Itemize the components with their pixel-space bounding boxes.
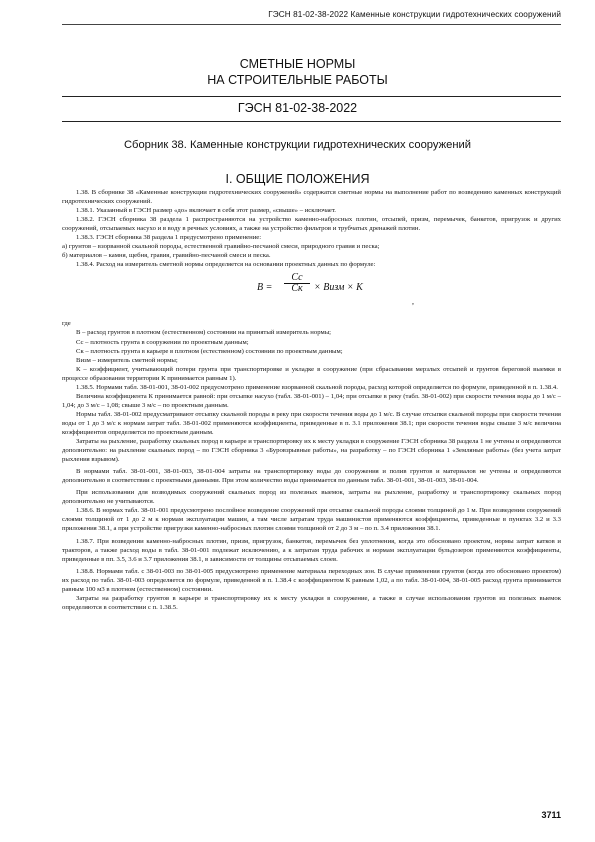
section-heading: I. ОБЩИЕ ПОЛОЖЕНИЯ xyxy=(225,172,370,186)
paragraph: 1.38. В сборнике 38 «Каменные конструкции гидротехнических сооружений» содержатся сметные нормы на выполнение работ по возведению каменных конструкций гидротехнических сооружений. xyxy=(62,189,561,206)
formula-fraction xyxy=(284,273,310,293)
formula-denominator: Ск xyxy=(291,283,303,295)
running-head: ГЭСН 81-02-38-2022 Каменные конструкции гидротехнических сооружений xyxy=(268,10,561,19)
title-line-2: НА СТРОИТЕЛЬНЫЕ РАБОТЫ xyxy=(207,73,388,87)
paragraph: Нормы табл. 38-01-002 предусматривают отсыпку скальной породы в реку при скорости течения воды до 1 м/с. В случае отсыпки скальной породы при скорости течения воды от 1 до 3 м/с к нормам затрат табл. 38-01-002 применяются коэффициенты, приведенные в п. 3.1 приложения 38.1; при скорости течения воды свыше 3 м/с величина коэффициентов определяется по проектным данным. xyxy=(62,410,561,436)
document-code: ГЭСН 81-02-38-2022 xyxy=(237,101,358,115)
formula-rest: × Визм × К xyxy=(314,282,363,294)
collection-title: Сборник 38. Каменные конструкции гидротехнических сооружений xyxy=(123,139,472,151)
paragraph: В – расход грунтов в плотном (естественном) состоянии на принятый измеритель нормы; xyxy=(76,329,332,337)
paragraph: Затраты на рыхление, разработку скальных пород в карьере и транспортировку их к месту укладки в сооружение ГЭСН сборника 38 раздела 1 не учтены и определяются дополнительно: на рыхление скальных пород – по ГЭСН сборника 3 «Буровзрывные работы», на разработку – по ГЭСН сборника 1 «Земляные работы» (без учета затрат рыхления взрывом). xyxy=(62,438,561,464)
paragraph: 1.38.1. Указанный в ГЭСН размер «до» включает в себя этот размер, «свыше» – исключает. xyxy=(76,207,336,215)
paragraph: Ск – плотность грунта в карьере в плотном (естественном) состоянии по проектным данным; xyxy=(76,347,343,355)
body-text xyxy=(62,188,561,612)
code-top-rule xyxy=(62,96,561,97)
paragraph: 1.38.5. Нормами табл. 38-01-001, 38-01-002 предусмотрено применение взорванной скальной породы, расход которой определяется по формуле, приведенной в п. 1.38.4. xyxy=(76,383,558,391)
paragraph: К – коэффициент, учитывающий потери грунта при транспортировке и укладке в сооружение (при сбрасывании мерзлых отсыпей и грунтов береговой выемки в процессе образования территории К принимается равным 1). xyxy=(62,365,561,382)
paragraph: Величина коэффициента К принимается равной: при отсыпке насухо (табл. 38-01-001) – 1,04; при отсыпке в реку (табл. 38-01-002) при скорости течения воды до 1 м/с – 1,04; до 3 м/с – 1,08; свыше 3 м/с – по проектным данным. xyxy=(62,392,561,409)
paragraph: При использовании для возводимых сооружений скальных пород из полезных выемок, затраты на рыхление, разработку и транспортировку скальных пород дополнительно не учитываются. xyxy=(62,489,561,506)
formula-numerator: Сс xyxy=(284,273,310,284)
paragraph: 1.38.4. Расход на измеритель сметной нормы определяется на основании проектных данных по формуле: xyxy=(76,261,376,269)
paragraph: а) грунтов – взорванной скальной породы, естественной гравийно-песчаной смеси, природного гравия и песка; xyxy=(62,243,380,251)
paragraph: В нормами табл. 38-01-001, 38-01-003, 38-01-004 затраты на транспортировку воды до сооружения и полив грунтов и материалов не учтены и определяются дополнительно в соответствии с проектными данными. При этом количество воды принимается по данным табл. 38-01-001, 38-01-003, 38-01-004. xyxy=(62,468,561,485)
header-rule xyxy=(62,24,561,25)
document-title xyxy=(0,56,595,88)
paragraph: Визм – измеритель сметной нормы; xyxy=(76,356,178,364)
paragraph: Сс – плотность грунта в сооружении по проектным данным; xyxy=(76,338,249,346)
formula-lhs: В = xyxy=(257,282,273,294)
code-bottom-rule xyxy=(62,121,561,122)
formula xyxy=(62,271,561,315)
paragraph: 1.38.8. Нормами табл. с 38-01-003 по 38-01-005 предусмотрено применение материала переходных зон. В случае применения грунтов (когда это обосновано проектом) их расход по табл. 38-01-003 определяется по формуле, приведенной в п. 1.38.4 с коэффициентом К равным 1,02, а по табл. 38-01-004, 38-01-005 расход грунта принимается равным 100 м3 в плотном (естественном) состоянии. xyxy=(62,567,561,593)
paragraph: Затраты на разработку грунтов в карьере и транспортировку их к месту укладки в сооружение, а также в случае использования грунтов из полезных выемок определяются в соответствии с п. 1.38.5. xyxy=(62,594,561,611)
paragraph: б) материалов – камня, щебня, гравия, гравийно-песчаной смеси и песка. xyxy=(62,252,271,260)
paragraph: 1.38.7. При возведении каменно-набросных плотин, призм, пригрузок, банкетов, перемычек без уплотнения, когда это обосновано проектом, нормы затрат катков и тракторов, а также расход воды в табл. 38-01-001 подлежат исключению, а к затратам труда рабочих и нормам эксплуатации бульдозеров применяются коэффициенты, приведенные в пп. 3.5, 3.6 и 3.7 приложения 38.1, в зависимости от толщины отсыпаемых слоев. xyxy=(62,537,561,563)
page-number: 3711 xyxy=(541,810,561,820)
paragraph: 1.38.6. В нормах табл. 38-01-001 предусмотрено послойное возведение сооружений при отсыпке скальной породы слоями толщиной до 1 м. При возведении сооружений слоями толщиной от 1 до 2 м к нормам эксплуатации машин, а там числе затратам труда машинистов применяются коэффициенты, приведенные в пунктах 3.2 и 3.3 приложения 38.1, а при устройстве пригрузки каменно-набросных плотин слоями толщиной от 2 до 3 м – по п. 3.4 приложения 38.1. xyxy=(62,507,561,533)
paragraph: 1.38.3. ГЭСН сборника 38 раздела 1 предусмотрено применение: xyxy=(76,234,262,242)
formula-comma: , xyxy=(412,297,414,307)
title-line-1: СМЕТНЫЕ НОРМЫ xyxy=(239,57,356,71)
paragraph: 1.38.2. ГЭСН сборника 38 раздела 1 распространяются на устройство каменно-набросных плотин, отсыпей, призм, перемычек, банкетов, пригрузок и других сооружений, отсыпаемых насухо и в воду в речных условиях, а также на устройство фильтров и трубчатых дренажей плотин. xyxy=(62,216,561,233)
paragraph: где xyxy=(62,320,71,328)
